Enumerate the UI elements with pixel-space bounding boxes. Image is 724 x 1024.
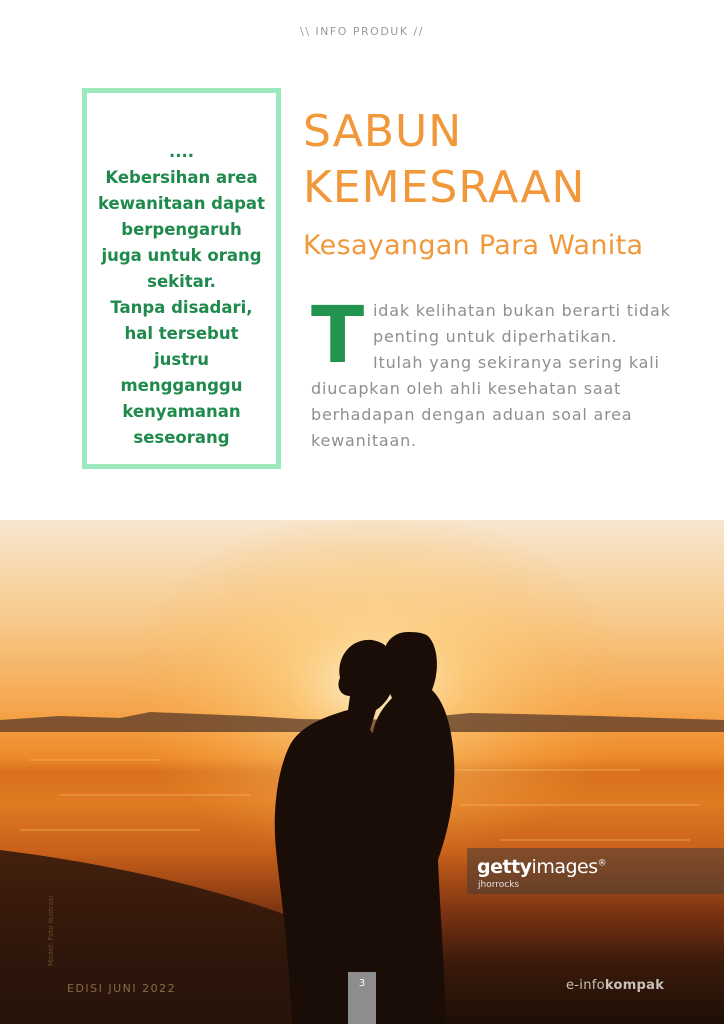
watermark-mark: ® [597, 858, 607, 869]
article-subtitle: Kesayangan Para Wanita [303, 230, 644, 261]
article-title-line2: KEMESRAAN [303, 162, 586, 213]
article-lead [311, 291, 671, 454]
pull-quote-ellipsis: .... [168, 142, 195, 161]
photo-side-credit: Model: Foto Ilustrasi [47, 895, 55, 966]
pull-quote-line: kenyamanan [122, 402, 241, 421]
article-title [303, 104, 585, 216]
pull-quote-line: seseorang [133, 428, 230, 447]
section-tag: \\ INFO PRODUK // [300, 25, 424, 38]
sunset-couple-illustration [0, 520, 724, 1024]
pull-quote-line: juga untuk orang [101, 246, 262, 265]
stock-photo-watermark [467, 848, 724, 894]
watermark-brand [477, 856, 606, 878]
pull-quote-box [82, 88, 281, 469]
watermark-brand-light: images [531, 856, 598, 878]
pull-quote-line: kewanitaan dapat [98, 194, 265, 213]
article-title-line1: SABUN [303, 106, 463, 157]
watermark-brand-bold: getty [477, 856, 532, 878]
publisher-light: e-info [566, 978, 605, 993]
pull-quote-line: sekitar. [147, 272, 216, 291]
edition-label: EDISI JUNI 2022 [67, 982, 177, 995]
pull-quote-line: Kebersihan area [105, 168, 258, 187]
pull-quote-line: Tanpa disadari, [110, 298, 253, 317]
watermark-photographer: jhorrocks [478, 880, 520, 890]
hero-photo [0, 520, 724, 1024]
drop-cap: T [311, 291, 366, 381]
pull-quote-line: berpengaruh [121, 220, 242, 239]
article-lead-text: idak kelihatan bukan berarti tidak penting untuk diperhatikan. Itulah yang sekiranya sering kali diucapkan oleh ahli kesehatan saat berhadapan dengan aduan soal area kewanitaan. [311, 301, 671, 450]
publisher-logo [566, 978, 664, 993]
publisher-bold: kompak [604, 978, 665, 993]
page-number: 3 [348, 972, 376, 1024]
pull-quote-line: mengganggu [120, 376, 243, 395]
pull-quote-line: hal tersebut justru [124, 324, 239, 369]
